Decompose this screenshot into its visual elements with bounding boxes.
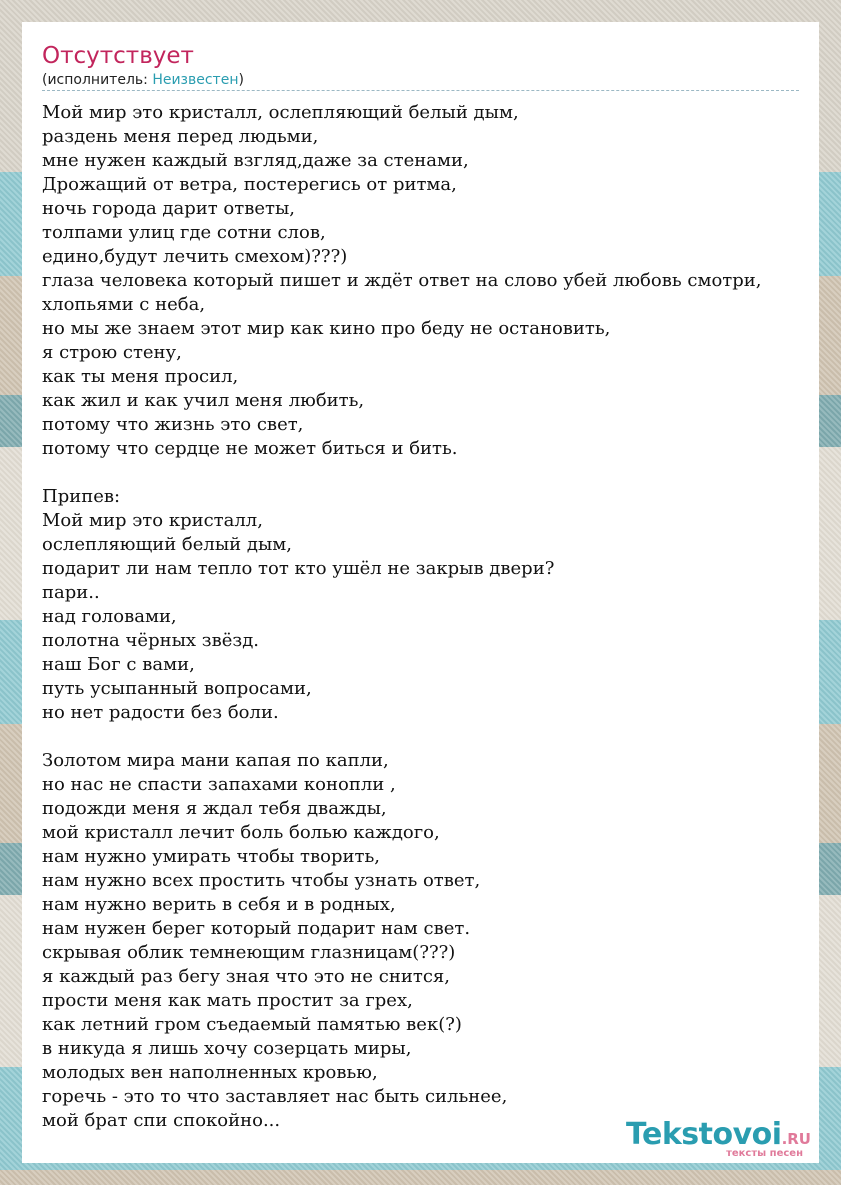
song-title: Отсутствует bbox=[42, 43, 194, 69]
lyrics-line: как жил и как учил меня любить, bbox=[42, 390, 365, 411]
lyrics-card bbox=[22, 22, 819, 1163]
lyrics-line: мой брат спи спокойно... bbox=[42, 1110, 281, 1131]
site-logo[interactable] bbox=[626, 1117, 811, 1159]
lyrics-line: мой кристалл лечит боль болью каждого, bbox=[42, 822, 440, 843]
artist-link[interactable]: Неизвестен bbox=[152, 72, 239, 88]
lyrics-line: глаза человека который пишет и ждёт ответ на слово убей любовь смотри, bbox=[42, 270, 762, 291]
lyrics-line: Дрожащий от ветра, постерегись от ритма, bbox=[42, 174, 457, 195]
lyrics-line: пари.. bbox=[42, 582, 100, 603]
lyrics-line: потому что жизнь это свет, bbox=[42, 414, 304, 435]
logo-tagline: тексты песен bbox=[726, 1148, 803, 1159]
lyrics-line: толпами улиц где сотни слов, bbox=[42, 222, 326, 243]
lyrics-line: как летний гром съедаемый памятью век(?) bbox=[42, 1014, 462, 1035]
lyrics-line: Золотом мира мани капая по капли, bbox=[42, 750, 389, 771]
lyrics-line: нам нужно умирать чтобы творить, bbox=[42, 846, 380, 867]
lyrics-blank-line bbox=[42, 725, 841, 749]
lyrics-line: горечь - это то что заставляет нас быть сильнее, bbox=[42, 1086, 508, 1107]
lyrics-line: хлопьями с неба, bbox=[42, 294, 206, 315]
lyrics-line: потому что сердце не может биться и бить. bbox=[42, 438, 458, 459]
lyrics-line: но нет радости без боли. bbox=[42, 702, 279, 723]
lyrics-line: над головами, bbox=[42, 606, 177, 627]
logo-wordmark: Tekstovoi bbox=[626, 1117, 782, 1152]
lyrics-line: подожди меня я ждал тебя дважды, bbox=[42, 798, 387, 819]
lyrics-line: нам нужно верить в себя и в родных, bbox=[42, 894, 396, 915]
lyrics-line: ночь города дарит ответы, bbox=[42, 198, 296, 219]
lyrics-line: Мой мир это кристалл, ослепляющий белый дым, bbox=[42, 102, 519, 123]
lyrics-line: но нас не спасти запахами конопли , bbox=[42, 774, 396, 795]
lyrics-line: я строю стену, bbox=[42, 342, 182, 363]
lyrics-line: наш Бог с вами, bbox=[42, 654, 195, 675]
title-divider bbox=[42, 90, 799, 91]
lyrics-text bbox=[42, 101, 841, 1133]
lyrics-line: полотна чёрных звёзд. bbox=[42, 630, 260, 651]
lyrics-line: подарит ли нам тепло тот кто ушёл не закрыв двери? bbox=[42, 558, 555, 579]
lyrics-blank-line bbox=[42, 461, 841, 485]
lyrics-line: Припев: bbox=[42, 486, 121, 507]
artist-line bbox=[42, 71, 244, 89]
logo-tld: .RU bbox=[781, 1130, 811, 1148]
lyrics-line: едино,будут лечить смехом)???) bbox=[42, 246, 348, 267]
lyrics-line: прости меня как мать простит за грех, bbox=[42, 990, 413, 1011]
lyrics-line: я каждый раз бегу зная что это не снится, bbox=[42, 966, 450, 987]
lyrics-line: Мой мир это кристалл, bbox=[42, 510, 263, 531]
lyrics-line: путь усыпанный вопросами, bbox=[42, 678, 312, 699]
lyrics-line: в никуда я лишь хочу созерцать миры, bbox=[42, 1038, 412, 1059]
lyrics-line: раздень меня перед людьми, bbox=[42, 126, 319, 147]
lyrics-line: но мы же знаем этот мир как кино про беду не остановить, bbox=[42, 318, 611, 339]
lyrics-line: мне нужен каждый взгляд,даже за стенами, bbox=[42, 150, 469, 171]
lyrics-line: как ты меня просил, bbox=[42, 366, 239, 387]
lyrics-line: ослепляющий белый дым, bbox=[42, 534, 293, 555]
artist-suffix: ) bbox=[238, 72, 244, 88]
lyrics-line: нам нужен берег который подарит нам свет. bbox=[42, 918, 471, 939]
lyrics-line: скрывая облик темнеющим глазницам(???) bbox=[42, 942, 456, 963]
lyrics-line: молодых вен наполненных кровью, bbox=[42, 1062, 378, 1083]
artist-prefix: (исполнитель: bbox=[42, 72, 153, 88]
lyrics-line: нам нужно всех простить чтобы узнать ответ, bbox=[42, 870, 481, 891]
